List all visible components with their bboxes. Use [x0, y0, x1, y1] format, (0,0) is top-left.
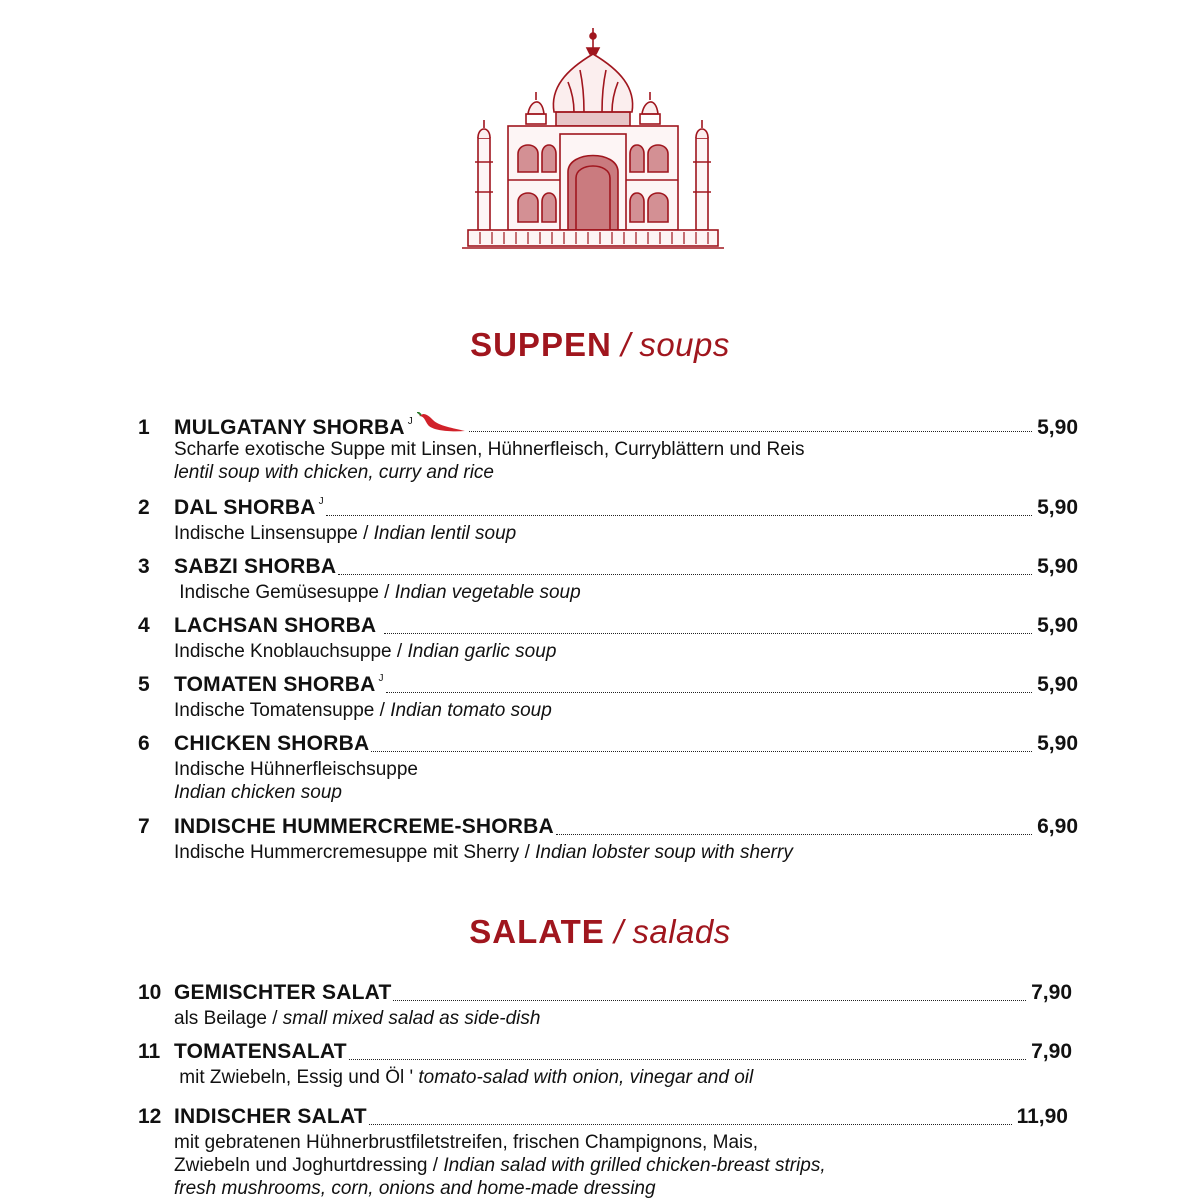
- item-price: 5,90: [1037, 496, 1078, 519]
- item-description: Indische Hummercremesuppe mit Sherry / Indian lobster soup with sherry: [174, 842, 793, 863]
- menu-item: [138, 496, 1078, 545]
- taj-mahal-icon: [462, 22, 724, 254]
- item-name: MULGATANY SHORBA $^J$: [174, 416, 413, 439]
- item-number: 10: [138, 981, 162, 1004]
- dot-leader: [338, 574, 1032, 575]
- item-description-en: Indian chicken soup: [174, 782, 342, 803]
- item-price: 5,90: [1037, 673, 1078, 696]
- item-number: 1: [138, 416, 150, 439]
- item-price: 5,90: [1037, 555, 1078, 578]
- item-name: LACHSAN SHORBA: [174, 614, 382, 637]
- item-description: mit Zwiebeln, Essig und Öl ' tomato-salad with onion, vinegar and oil: [174, 1067, 754, 1088]
- item-name: INDISCHER SALAT: [174, 1105, 367, 1128]
- item-price: 7,90: [1031, 981, 1072, 1004]
- item-price: 5,90: [1037, 732, 1078, 755]
- item-number: 4: [138, 614, 150, 637]
- dot-leader: [371, 751, 1032, 752]
- item-price: 6,90: [1037, 815, 1078, 838]
- item-description: Indische Linsensuppe / Indian lentil soup: [174, 523, 517, 544]
- item-name: INDISCHE HUMMERCREME-SHORBA: [174, 815, 554, 838]
- item-description: als Beilage / small mixed salad as side-dish: [174, 1008, 541, 1029]
- item-number: 7: [138, 815, 150, 838]
- item-description: Indische Knoblauchsuppe / Indian garlic soup: [174, 641, 557, 662]
- dot-leader: [393, 1000, 1026, 1001]
- dot-leader: [349, 1059, 1026, 1060]
- menu-item: [138, 732, 1078, 804]
- item-number: 3: [138, 555, 150, 578]
- item-number: 2: [138, 496, 150, 519]
- item-name: TOMATENSALAT: [174, 1040, 347, 1063]
- item-description-line-1: mit gebratenen Hühnerbrustfiletstreifen, frischen Champignons, Mais,: [174, 1132, 759, 1153]
- item-description-line-2: Zwiebeln und Joghurtdressing / Indian salad with grilled chicken-breast strips,: [174, 1155, 826, 1176]
- item-name: CHICKEN SHORBA: [174, 732, 370, 755]
- menu-item: [138, 555, 1078, 604]
- item-name: GEMISCHTER SALAT: [174, 981, 392, 1004]
- item-price: 7,90: [1031, 1040, 1072, 1063]
- item-price: 11,90: [1016, 1105, 1068, 1128]
- item-name: DAL SHORBA $^J$: [174, 496, 324, 519]
- item-description-de: Scharfe exotische Suppe mit Linsen, Hühnerfleisch, Curryblättern und Reis: [174, 439, 805, 460]
- menu-item: [138, 673, 1078, 722]
- item-price: 5,90: [1037, 614, 1078, 637]
- menu-item: [138, 981, 1072, 1030]
- dot-leader: [369, 1124, 1012, 1125]
- dot-leader: [384, 633, 1033, 634]
- item-name: SABZI SHORBA: [174, 555, 337, 578]
- menu-item: [138, 614, 1078, 663]
- section-title-soups: SUPPEN / soups: [470, 326, 730, 363]
- item-number: 11: [138, 1040, 161, 1063]
- dot-leader: [469, 431, 1032, 432]
- dot-leader: [386, 692, 1032, 693]
- dot-leader: [326, 515, 1032, 516]
- item-description-line-3: fresh mushrooms, corn, onions and home-made dressing: [174, 1178, 656, 1199]
- item-number: 5: [138, 673, 150, 696]
- menu-item: [138, 1040, 1072, 1089]
- section-title-salads: SALATE / salads: [469, 913, 731, 950]
- chili-pepper-icon: [417, 412, 467, 434]
- item-price: 5,90: [1037, 416, 1078, 439]
- item-description: Indische Tomatensuppe / Indian tomato soup: [174, 700, 552, 721]
- dot-leader: [556, 834, 1032, 835]
- item-description-en: lentil soup with chicken, curry and rice: [174, 462, 494, 483]
- menu-item: [138, 1105, 1068, 1200]
- menu-item: [138, 412, 1078, 484]
- item-number: 6: [138, 732, 150, 755]
- item-name: TOMATEN SHORBA $^J$: [174, 673, 384, 696]
- menu-item: [138, 815, 1078, 864]
- item-description-de: Indische Hühnerfleischsuppe: [174, 759, 418, 780]
- item-number: 12: [138, 1105, 162, 1128]
- item-description: Indische Gemüsesuppe / Indian vegetable soup: [174, 582, 581, 603]
